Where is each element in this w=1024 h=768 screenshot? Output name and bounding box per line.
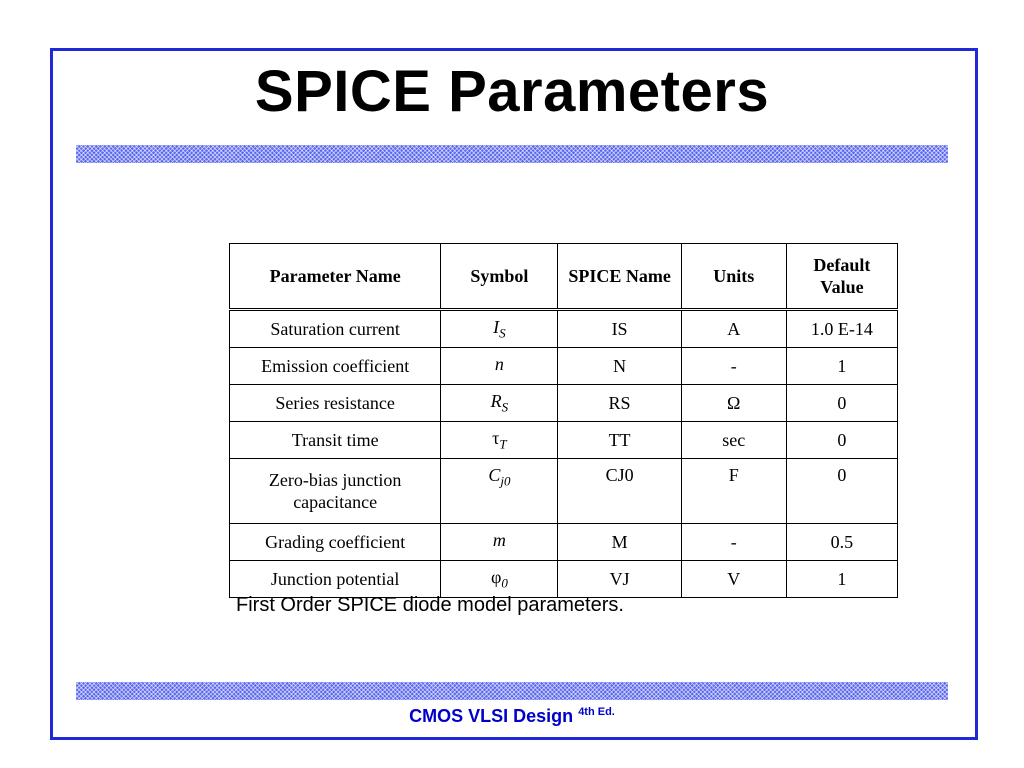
table-header-row [230, 244, 898, 310]
symbol-subscript: T [499, 436, 507, 452]
param-name: Series resistance [230, 385, 441, 422]
table-row [230, 459, 898, 524]
param-name: Saturation current [230, 310, 441, 348]
param-symbol [441, 459, 558, 524]
footer-edition: 4th Ed. [578, 706, 615, 718]
header-parameter-name: Parameter Name [230, 244, 441, 310]
symbol-base: n [494, 353, 504, 374]
units: Ω [681, 385, 786, 422]
symbol-base: φ [490, 566, 502, 587]
spice-name: VJ [558, 561, 681, 598]
table-row [230, 561, 898, 598]
symbol-subscript: j0 [500, 473, 511, 489]
default-value: 0 [786, 422, 897, 459]
default-value: 1.0 E-14 [786, 310, 897, 348]
symbol-subscript: 0 [501, 575, 508, 591]
symbol-base: τ [492, 427, 500, 448]
slide-title: SPICE Parameters [254, 59, 770, 124]
table-caption: First Order SPICE diode model parameters. [236, 594, 624, 616]
table-row [230, 310, 898, 348]
symbol-base: R [490, 390, 502, 411]
bottom-divider-band [76, 682, 948, 700]
units: F [681, 459, 786, 524]
units: A [681, 310, 786, 348]
default-value: 0 [786, 385, 897, 422]
header-symbol: Symbol [441, 244, 558, 310]
param-name: Transit time [230, 422, 441, 459]
spice-name: IS [558, 310, 681, 348]
spice-parameters-table [229, 243, 898, 598]
symbol-base: I [493, 316, 500, 337]
header-default-value: Default Value [786, 244, 897, 310]
units: - [681, 524, 786, 561]
header-spice-name: SPICE Name [558, 244, 681, 310]
top-divider-band [76, 145, 948, 163]
spice-name: TT [558, 422, 681, 459]
table-row [230, 385, 898, 422]
param-symbol [441, 385, 558, 422]
symbol-base: m [492, 529, 506, 550]
footer-book-title [0, 706, 1024, 727]
param-name: Junction potential [230, 561, 441, 598]
header-units: Units [681, 244, 786, 310]
param-symbol [441, 310, 558, 348]
table-row [230, 422, 898, 459]
units: - [681, 348, 786, 385]
table-row [230, 524, 898, 561]
spice-name: N [558, 348, 681, 385]
units: sec [681, 422, 786, 459]
symbol-subscript: S [501, 399, 509, 415]
footer-main-text: CMOS VLSI Design [409, 706, 574, 726]
symbol-subscript: S [499, 325, 506, 341]
param-symbol [441, 561, 558, 598]
units: V [681, 561, 786, 598]
default-value: 0 [786, 459, 897, 524]
default-value: 0.5 [786, 524, 897, 561]
param-name: Zero-bias junction capacitance [230, 459, 441, 524]
default-value: 1 [786, 348, 897, 385]
param-symbol [441, 422, 558, 459]
param-symbol [441, 524, 558, 561]
table-row [230, 348, 898, 385]
param-name: Emission coefficient [230, 348, 441, 385]
param-symbol [441, 348, 558, 385]
spice-name: M [558, 524, 681, 561]
default-value: 1 [786, 561, 897, 598]
param-name: Grading coefficient [230, 524, 441, 561]
symbol-base: C [488, 465, 501, 485]
spice-name: RS [558, 385, 681, 422]
spice-name: CJ0 [558, 459, 681, 524]
